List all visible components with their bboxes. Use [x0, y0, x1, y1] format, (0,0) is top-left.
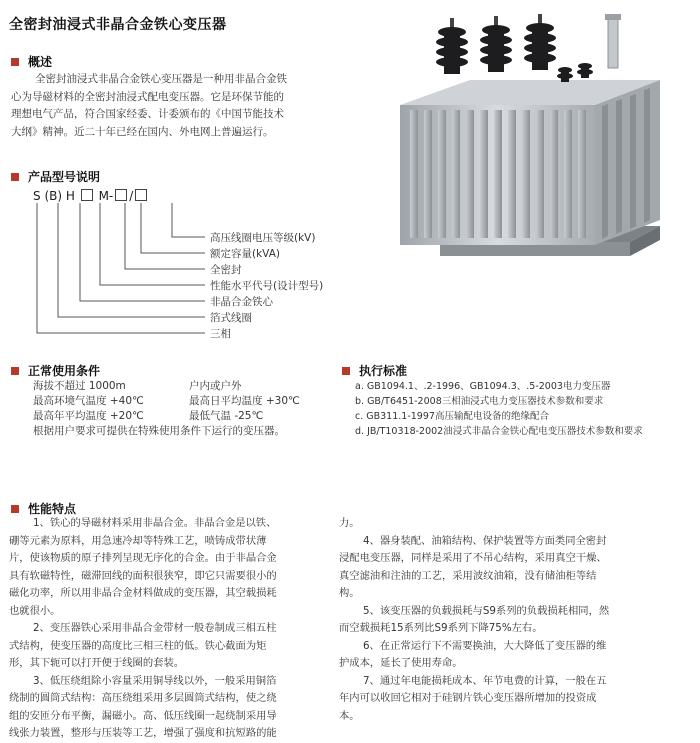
- transformer-image: [380, 10, 685, 285]
- page-title: 全密封油浸式非晶合金铁心变压器: [9, 17, 227, 33]
- standards-list: a. GB1094.1、.2-1996、GB1094.3、.5-2003电力变压器 b. GB/T6451-2008三相油浸式电力变压器技术参数和要求 c. GB311.1-1997高压输配电设备的绝缘配合 d. JB/T10318-2002油浸式非晶合金铁心配电变压器技术参数和要求: [355, 381, 643, 437]
- features-right-column: 力。 4、器身装配、油箱结构、保护装置等方面类同全密封 浸配电变压器，同样是采用了不吊心结构，采用真空干燥、 真空滤油和注油的工艺，采用波纹油箱，没有储油柜等结 构。 5、该变压器的负载损耗与S9系列的负载损耗相同，然 而空载损耗15系列比S9系列下降75%左右。 6、在正常运行下不需要换油，大大降低了变压器的维 护成本，延长了使用寿命。 7、通过年电能损耗成本、年节电费的计算，一般在五 年内可以收回它相对于硅钢片铁心变压器所增加的投资成 本。: [339, 517, 610, 722]
- overview-text: 全密封油浸式非晶合金铁心变压器是一种用非晶合金铁 心为导磁材料的全密封油浸式配电变压器。它是环保节能的 理想电气产品，符合国家经委、计委颁布的《中国节能技术 大纲》精神。近二十年已经在国内、外电网上普遍运行。: [11, 73, 287, 138]
- standards-heading: 执行标准: [342, 362, 407, 379]
- conditions-heading: 正常使用条件: [11, 362, 100, 379]
- conditions-table: 海拔不超过 1000m 户内或户外 最高环境气温度 +40℃ 最高日平均温度 +30℃ 最高年平均温度 +20℃ 最低气温 -25℃ 根据用户要求可提供在特殊使用条件下运行的变压器。: [33, 380, 300, 437]
- features-heading: 性能特点: [11, 500, 76, 517]
- model-code: S (B) H M- /: [33, 189, 149, 203]
- model-heading: 产品型号说明: [11, 168, 100, 185]
- overview-heading: 概述: [11, 53, 52, 70]
- features-left-column: 1、铁心的导磁材料采用非晶合金。非晶合金是以铁、 硼等元素为原料，用急速冷却等特殊工艺，喷铸成带状薄 片，使该物质的原子排列呈现无序化的合金。由于非晶合金 具有软磁特性，磁滞回线的面积很狭窄，即它只需要很小的 磁化功率，所以用非晶合金材料做成的变压器，其空载损耗 也就很小。 2、变压器铁心采用非晶合金带材一般卷制成三相五柱 式结构，使变压器的高度比三相三柱的低。铁心截面为矩 形，其下轭可以打开便于线圈的套装。 3、低压绕组除小容量采用铜导线以外，一般采用铜箔 绕制的圆筒式结构：高压绕组采用多层圆筒式结构，使之绕 组的安匝分布平衡，漏磁小。高、低压线圈一起绕制采用导 线张力装置，整形与压装等工艺，增强了强度和抗短路的能: [9, 517, 277, 739]
- section-marker-icon: [11, 505, 19, 513]
- section-marker-icon: [11, 367, 19, 375]
- section-marker-icon: [342, 367, 350, 375]
